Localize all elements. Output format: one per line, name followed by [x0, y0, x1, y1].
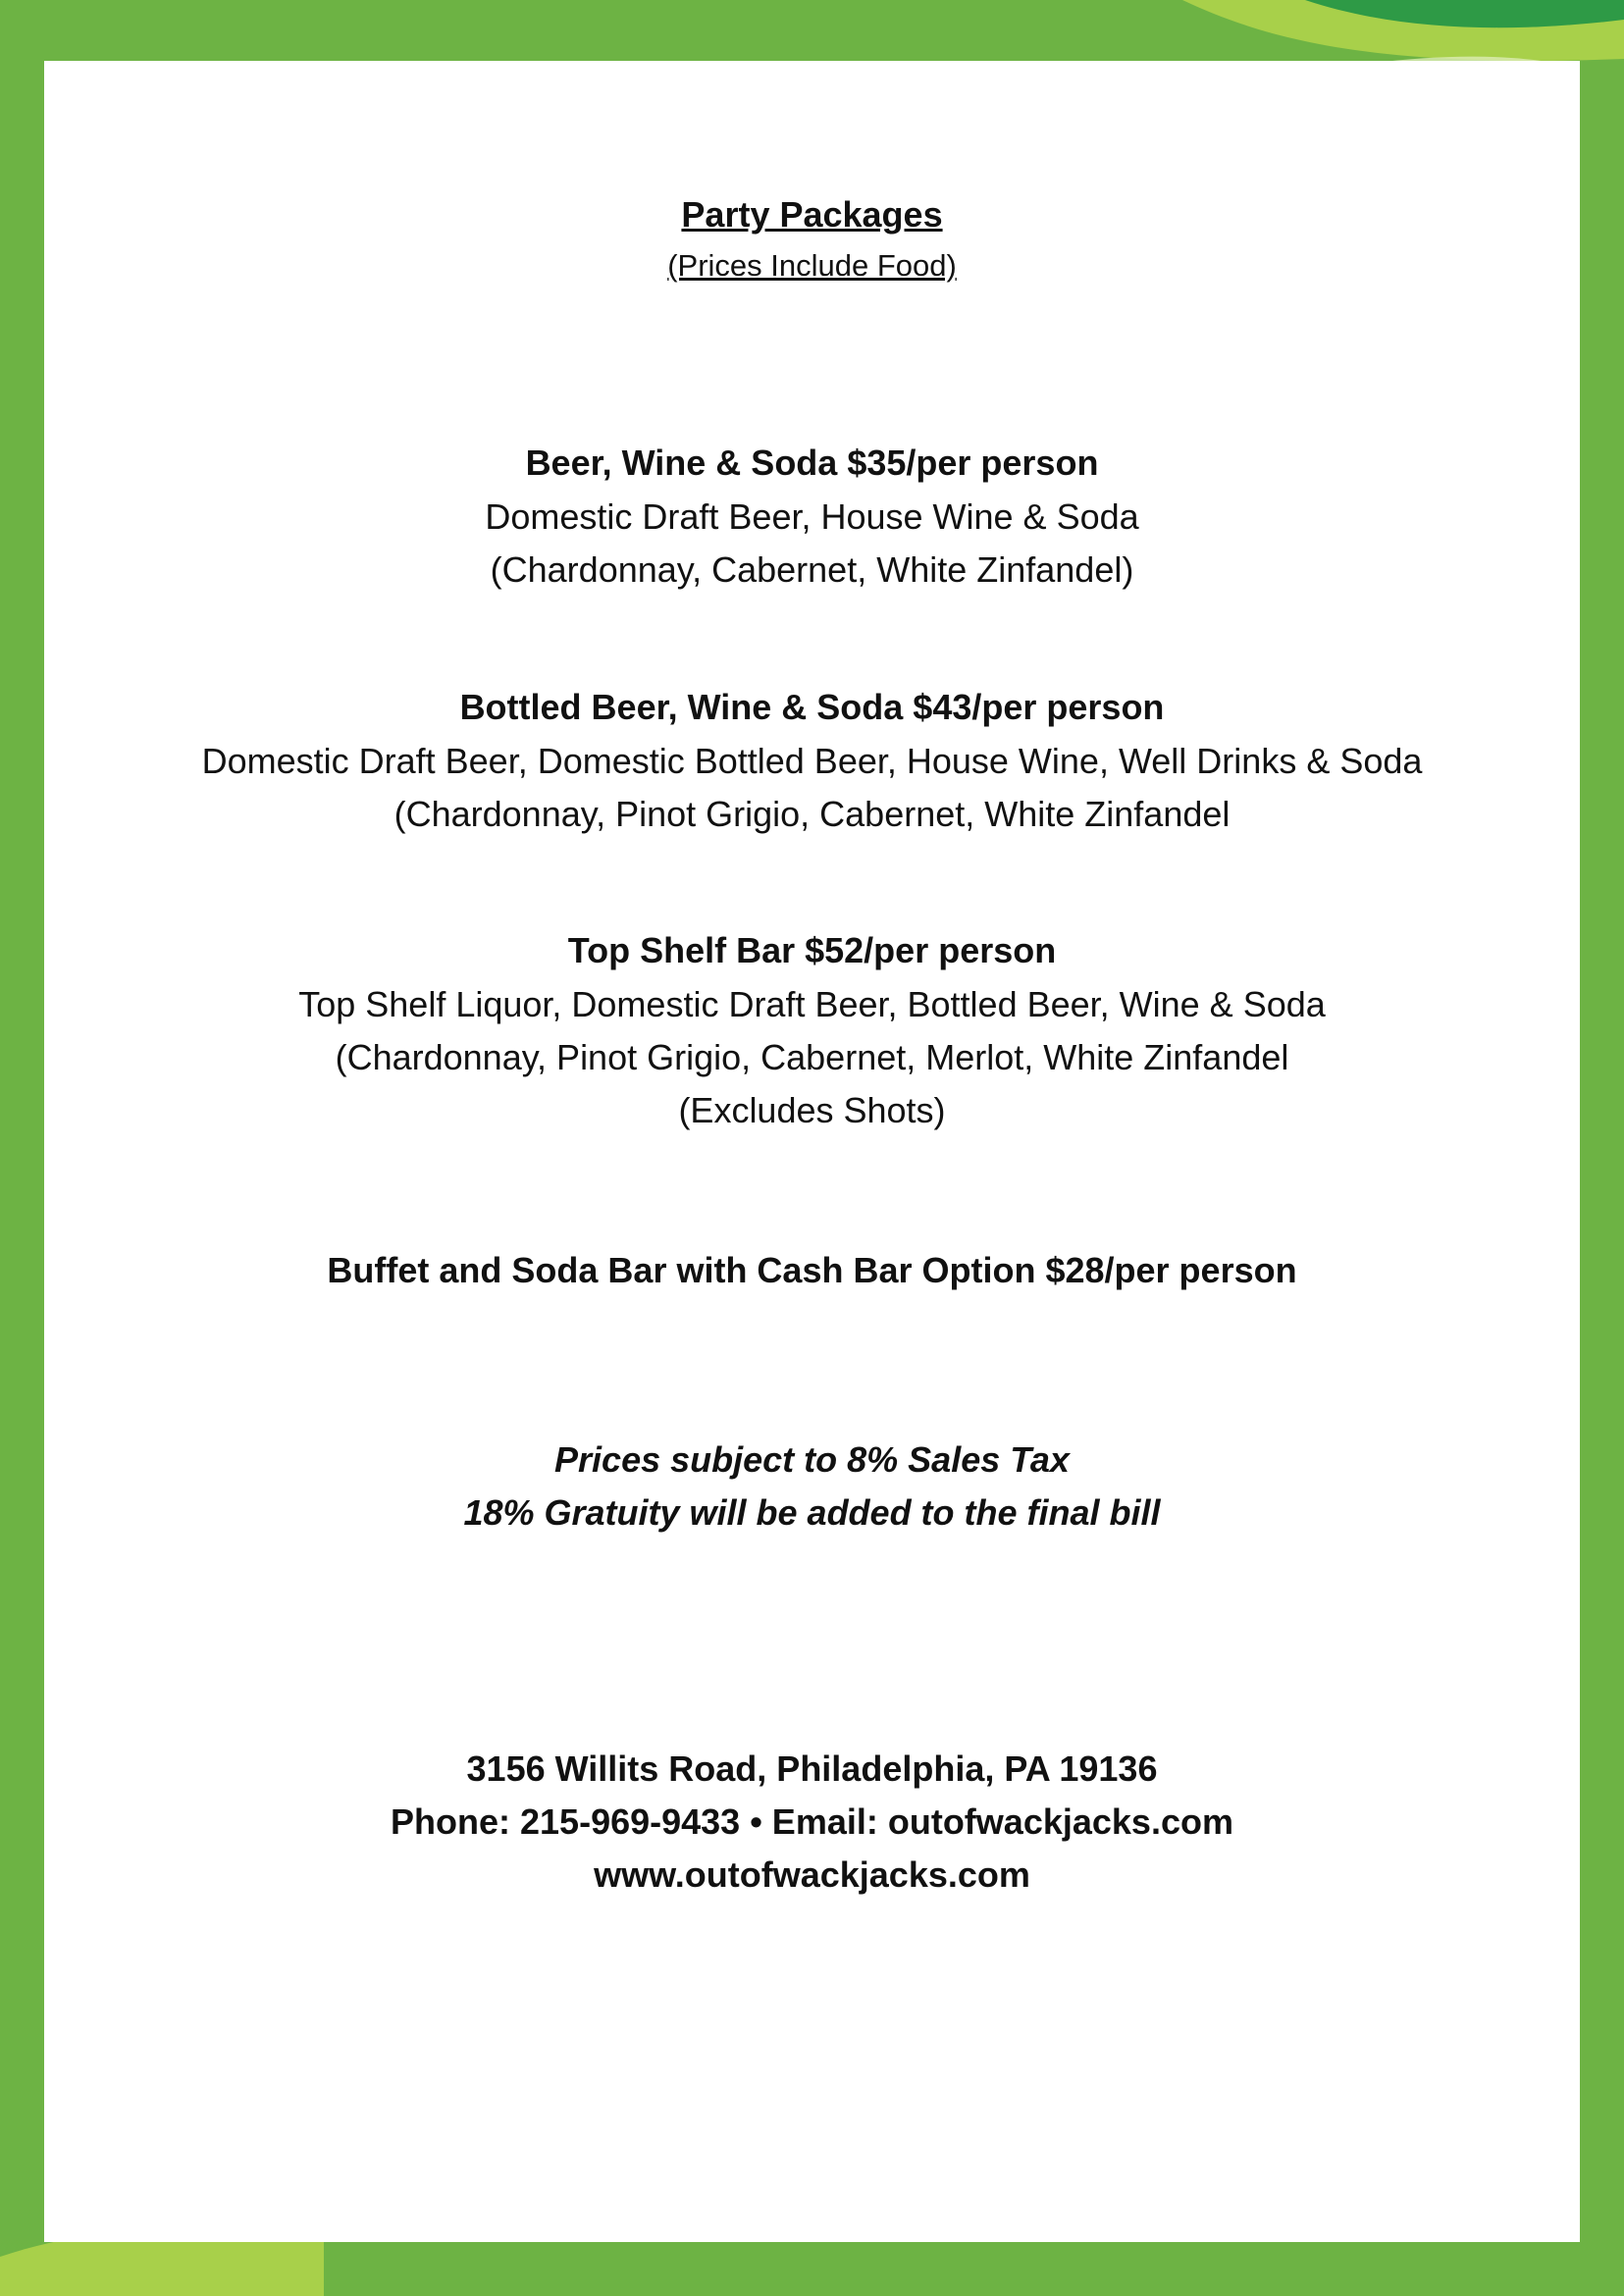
package-heading-top-shelf: Top Shelf Bar $52/per person [567, 930, 1057, 970]
package-heading-buffet-soda: Buffet and Soda Bar with Cash Bar Option $28/per person [327, 1250, 1297, 1290]
contact-website: www.outofwackjacks.com [594, 1854, 1030, 1895]
package-description: Top Shelf Liquor, Domestic Draft Beer, Bottled Beer, Wine & Soda [298, 984, 1326, 1024]
page-subtitle: (Prices Include Food) [667, 248, 957, 283]
package-description: (Chardonnay, Cabernet, White Zinfandel) [490, 549, 1134, 590]
package-description: (Chardonnay, Pinot Grigio, Cabernet, White Zinfandel [393, 794, 1231, 834]
contact-phone-email: Phone: 215-969-9433 • Email: outofwackjacks.com [391, 1801, 1233, 1842]
package-heading-beer-wine-soda: Beer, Wine & Soda $35/per person [525, 443, 1099, 483]
package-description: Domestic Draft Beer, Domestic Bottled Beer, House Wine, Well Drinks & Soda [201, 741, 1423, 781]
package-description: Domestic Draft Beer, House Wine & Soda [485, 496, 1139, 537]
page-title: Party Packages [681, 194, 943, 235]
package-heading-bottled-beer: Bottled Beer, Wine & Soda $43/per person [459, 687, 1165, 727]
package-description: (Excludes Shots) [678, 1090, 946, 1130]
gratuity-note: 18% Gratuity will be added to the final bill [463, 1492, 1161, 1533]
contact-address: 3156 Willits Road, Philadelphia, PA 19136 [466, 1748, 1158, 1789]
package-description: (Chardonnay, Pinot Grigio, Cabernet, Merlot, White Zinfandel [335, 1037, 1289, 1077]
white-page [44, 61, 1580, 2242]
tax-note: Prices subject to 8% Sales Tax [554, 1439, 1070, 1480]
